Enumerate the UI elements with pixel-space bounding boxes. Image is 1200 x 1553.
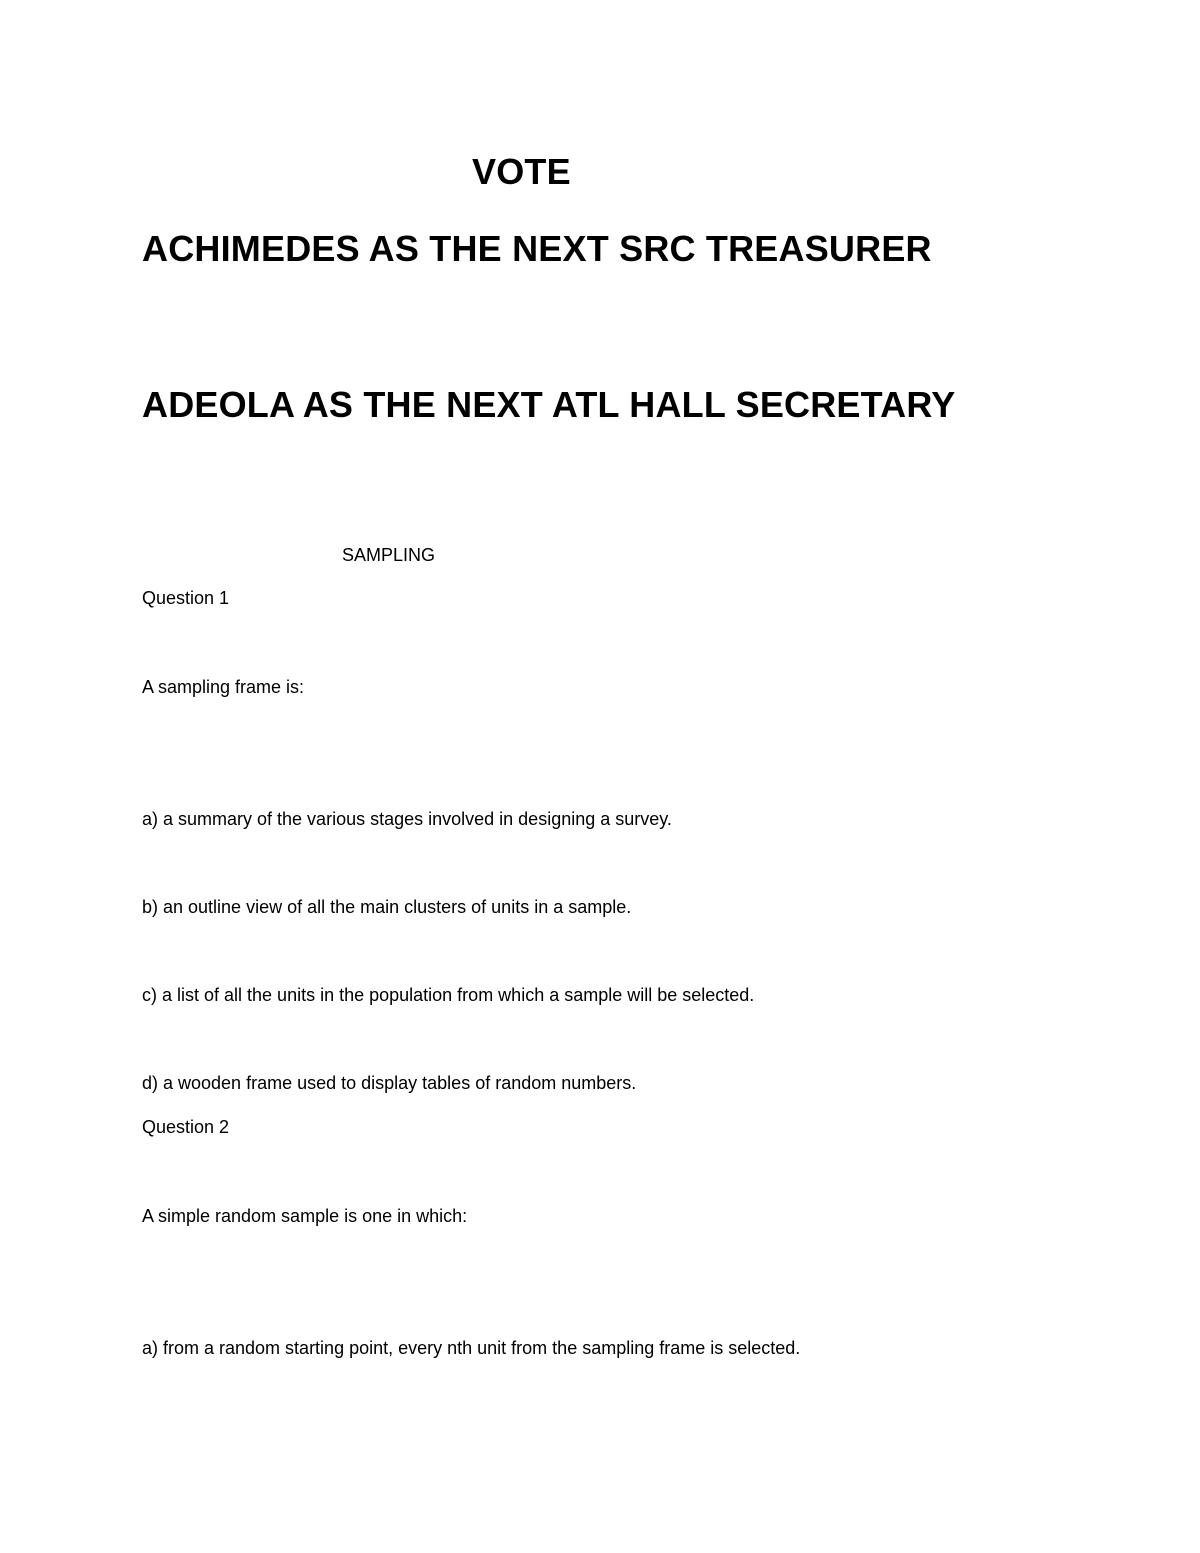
question-label: Question 1 bbox=[142, 588, 230, 608]
vote-heading: VOTE bbox=[472, 151, 571, 192]
answer-option: b) an outline view of all the main clusters of units in a sample. bbox=[142, 897, 632, 917]
secretary-heading: ADEOLA AS THE NEXT ATL HALL SECRETARY bbox=[142, 384, 956, 425]
answer-option: a) a summary of the various stages involved in designing a survey. bbox=[142, 809, 672, 829]
answer-option: d) a wooden frame used to display tables of random numbers. bbox=[142, 1073, 637, 1093]
question-label: Question 2 bbox=[142, 1117, 230, 1137]
question-prompt: A sampling frame is: bbox=[142, 677, 305, 697]
section-title: SAMPLING bbox=[342, 545, 436, 565]
answer-option: c) a list of all the units in the population from which a sample will be selected. bbox=[142, 985, 755, 1005]
treasurer-heading: ACHIMEDES AS THE NEXT SRC TREASURER bbox=[142, 228, 932, 269]
answer-option: a) from a random starting point, every nth unit from the sampling frame is selected. bbox=[142, 1338, 801, 1358]
question-prompt: A simple random sample is one in which: bbox=[142, 1206, 468, 1226]
